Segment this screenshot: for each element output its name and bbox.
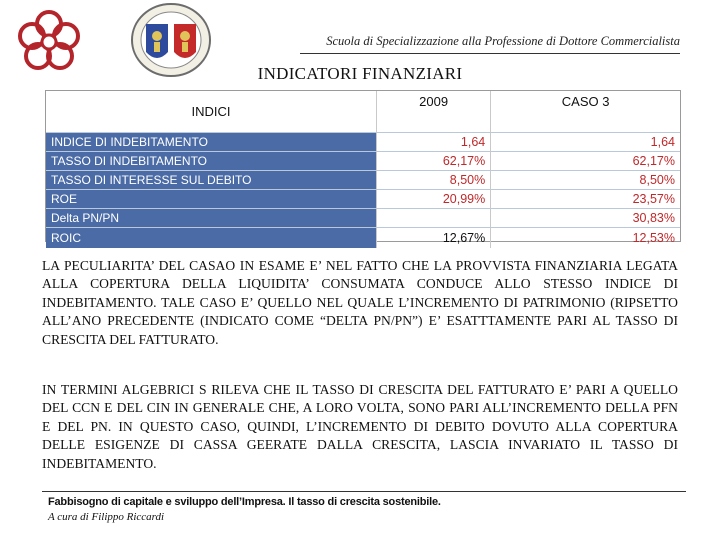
row-label: Delta PN/PN xyxy=(46,209,376,228)
table-row xyxy=(46,152,680,171)
table-row xyxy=(46,228,680,249)
value-2009: 12,67% xyxy=(376,228,490,249)
body-paragraph-1: LA PECULIARITA’ DEL CASAO IN ESAME E’ NEL FATTO CHE LA PROVVISTA FINANZIARIA LEGATA ALLA COPERTURA DELLA LIQUIDITA’ CONSUMATA CONDUCE ALLO STESSO INDICE DI INDEBITAMENTO. TALE CASO E’ QUELLO NEL QUALE L’INCREMENTO DI PATRIMONIO (RIPSETTO ALL’ANO PRECEDENTE (INDICATO COME “DELTA PN/PN”) E’ ESATTTAMENTE PARI AL TASSO DI CRESCITA DEL FATTURATO. xyxy=(42,258,678,347)
footer-author: A cura di Filippo Riccardi xyxy=(48,511,165,523)
indicators-table xyxy=(45,90,681,245)
value-2009: 62,17% xyxy=(376,152,490,171)
row-label: TASSO DI INTERESSE SUL DEBITO xyxy=(46,171,376,190)
row-label: ROE xyxy=(46,190,376,209)
school-name: Scuola di Specializzazione alla Professione di Dottore Commercialista xyxy=(326,34,680,48)
row-label: INDICE DI INDEBITAMENTO xyxy=(46,133,376,152)
table-row xyxy=(46,209,680,228)
body-paragraph-2: IN TERMINI ALGEBRICI S RILEVA CHE IL TASSO DI CRESCITA DEL FATTURATO E’ PARI A QUELLO DEL CCN E DEL CIN IN GENERALE CHE, A LORO VOLTA, SONO PARI ALL’INCREMENTO DELLA PFN E DEL PN. IN QUESTO CASO, QUINDI, L’INCREMENTO DI DEBITO DOVUTO ALLA COPERTURA DELLE ESIGENZE DI CASSA GEERATE DALLA CRESCITA, LASCIA INVARIATO IL TASSO DI INDEBITAMENTO. xyxy=(42,382,678,471)
table-header-row xyxy=(46,91,680,133)
value-caso: 1,64 xyxy=(491,133,680,152)
value-2009: 20,99% xyxy=(376,190,490,209)
col-header-caso: CASO 3 xyxy=(561,94,610,109)
table-row xyxy=(46,171,680,190)
value-caso: 62,17% xyxy=(491,152,680,171)
value-caso: 23,57% xyxy=(491,190,680,209)
value-2009: 1,64 xyxy=(376,133,490,152)
value-caso: 12,53% xyxy=(491,228,680,249)
footer-title: Fabbisogno di capitale e sviluppo dell’Impresa. Il tasso di crescita sostenibile. xyxy=(48,496,441,508)
footer-divider xyxy=(42,491,686,492)
value-caso: 8,50% xyxy=(491,171,680,190)
table-row xyxy=(46,133,680,152)
col-header-2009: 2009 xyxy=(376,91,490,133)
page-title: INDICATORI FINANZIARI xyxy=(257,64,463,83)
header-divider xyxy=(300,53,680,54)
row-label: TASSO DI INDEBITAMENTO xyxy=(46,152,376,171)
value-caso: 30,83% xyxy=(491,209,680,228)
value-2009 xyxy=(376,209,490,228)
col-header-indici: INDICI xyxy=(46,91,376,133)
table-row xyxy=(46,190,680,209)
value-2009: 8,50% xyxy=(376,171,490,190)
row-label: ROIC xyxy=(46,228,376,249)
